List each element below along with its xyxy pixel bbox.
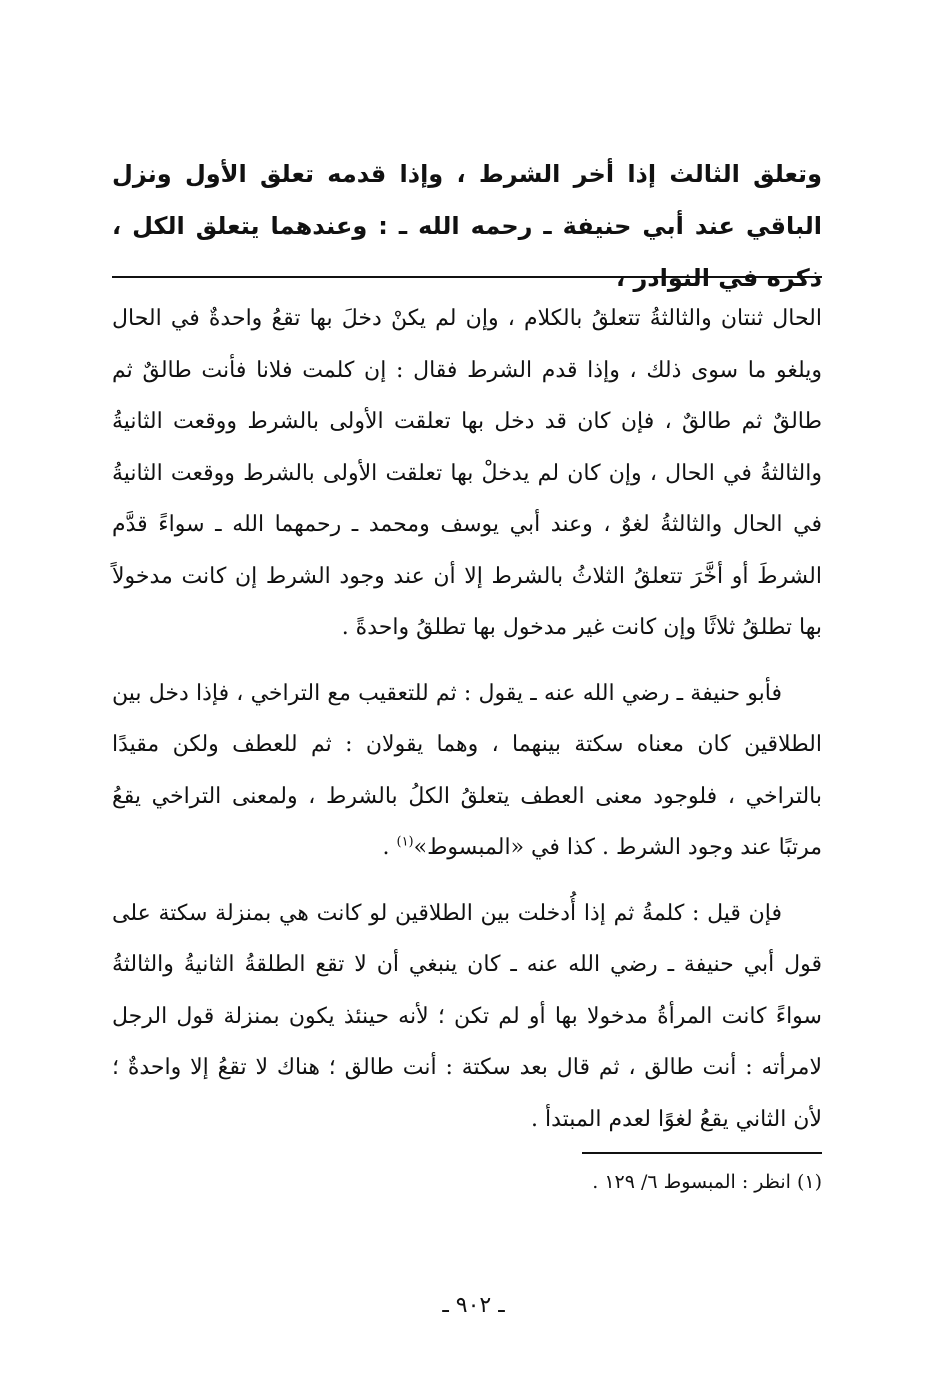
footnote-reference: (١) [396,834,414,850]
commentary-paragraph-1: الحال ثنتان والثالثةُ تتعلقُ بالكلام ، وإن لم يكنْ دخلَ بها تقعُ واحدةٌ في الحال ويلغو ما سوى ذلك ، وإذا قدم الشرط فقال : إن كلمت فلانا فأنت طالقٌ ثم طالقٌ ثم طالقٌ ، فإن كان قد دخل بها تعلقت الأولى بالشرط ووقعت الثانيةُ والثالثةُ في الحال ، وإن كان لم يدخلْ بها تعلقت الأولى بالشرط ووقعت الثانيةُ في الحال والثالثةُ لغوٌ ، وعند أبي يوسف ومحمد ـ رحمهما الله ـ سواءً قدَّم الشرطَ أو أخَّرَ تتعلقُ الثلاثُ بالشرط إلا أن عند وجود الشرط إن كانت مدخولاً بها تطلقُ ثلاثًا وإن كانت غير مدخول بها تطلقُ واحدةً . [112,306,822,640]
page-number: ـ ٩٠٢ ـ [442,1293,505,1318]
commentary-body [112,293,822,1159]
commentary-paragraph-2 [112,668,822,874]
paragraph-2-text: فأبو حنيفة ـ رضي الله عنه ـ يقول : ثم للتعقيب مع التراخي ، فإذا دخل بين الطلاقين كان معناه سكتة بينهما ، وهما يقولان : ثم للعطف ولكن مقيدًا بالتراخي ، فلوجود معنى العطف يتعلقُ الكلُ بالشرط ، ولمعنى التراخي يقعُ مرتبًا عند وجود الشرط . كذا في «المبسوط» [112,680,822,860]
footnote-separator-line [582,1152,822,1154]
paragraph-2-end: . [382,835,397,860]
matn-separator-line [112,276,822,278]
commentary-paragraph-3: فإن قيل : كلمةُ ثم إذا أُدخلت بين الطلاقين لو كانت هي بمنزلة سكتة على قول أبي حنيفة ـ رضي الله عنه ـ كان ينبغي أن لا تقع الطلقةُ الثانيةُ والثالثةُ سواءً كانت المرأةُ مدخولا بها أو لم تكن ؛ لأنه حينئذ يكون بمنزلة قول الرجل لامرأته : أنت طالق ، ثم قال بعد سكتة : أنت طالق ؛ هناك لا تقعُ إلا واحدةٌ ؛ لأن الثاني يقعُ لغوًا لعدم المبتدأ . [112,900,822,1132]
matn-text: وتعلق الثالث إذا أخر الشرط ، وإذا قدمه تعلق الأول ونزل الباقي عند أبي حنيفة ـ رحمه الله ـ : وعندهما يتعلق الكل ، ذكره في النوادر ، [112,160,822,292]
footnote: (١) انظر : المبسوط ٦/ ١٢٩ . [592,1171,822,1193]
